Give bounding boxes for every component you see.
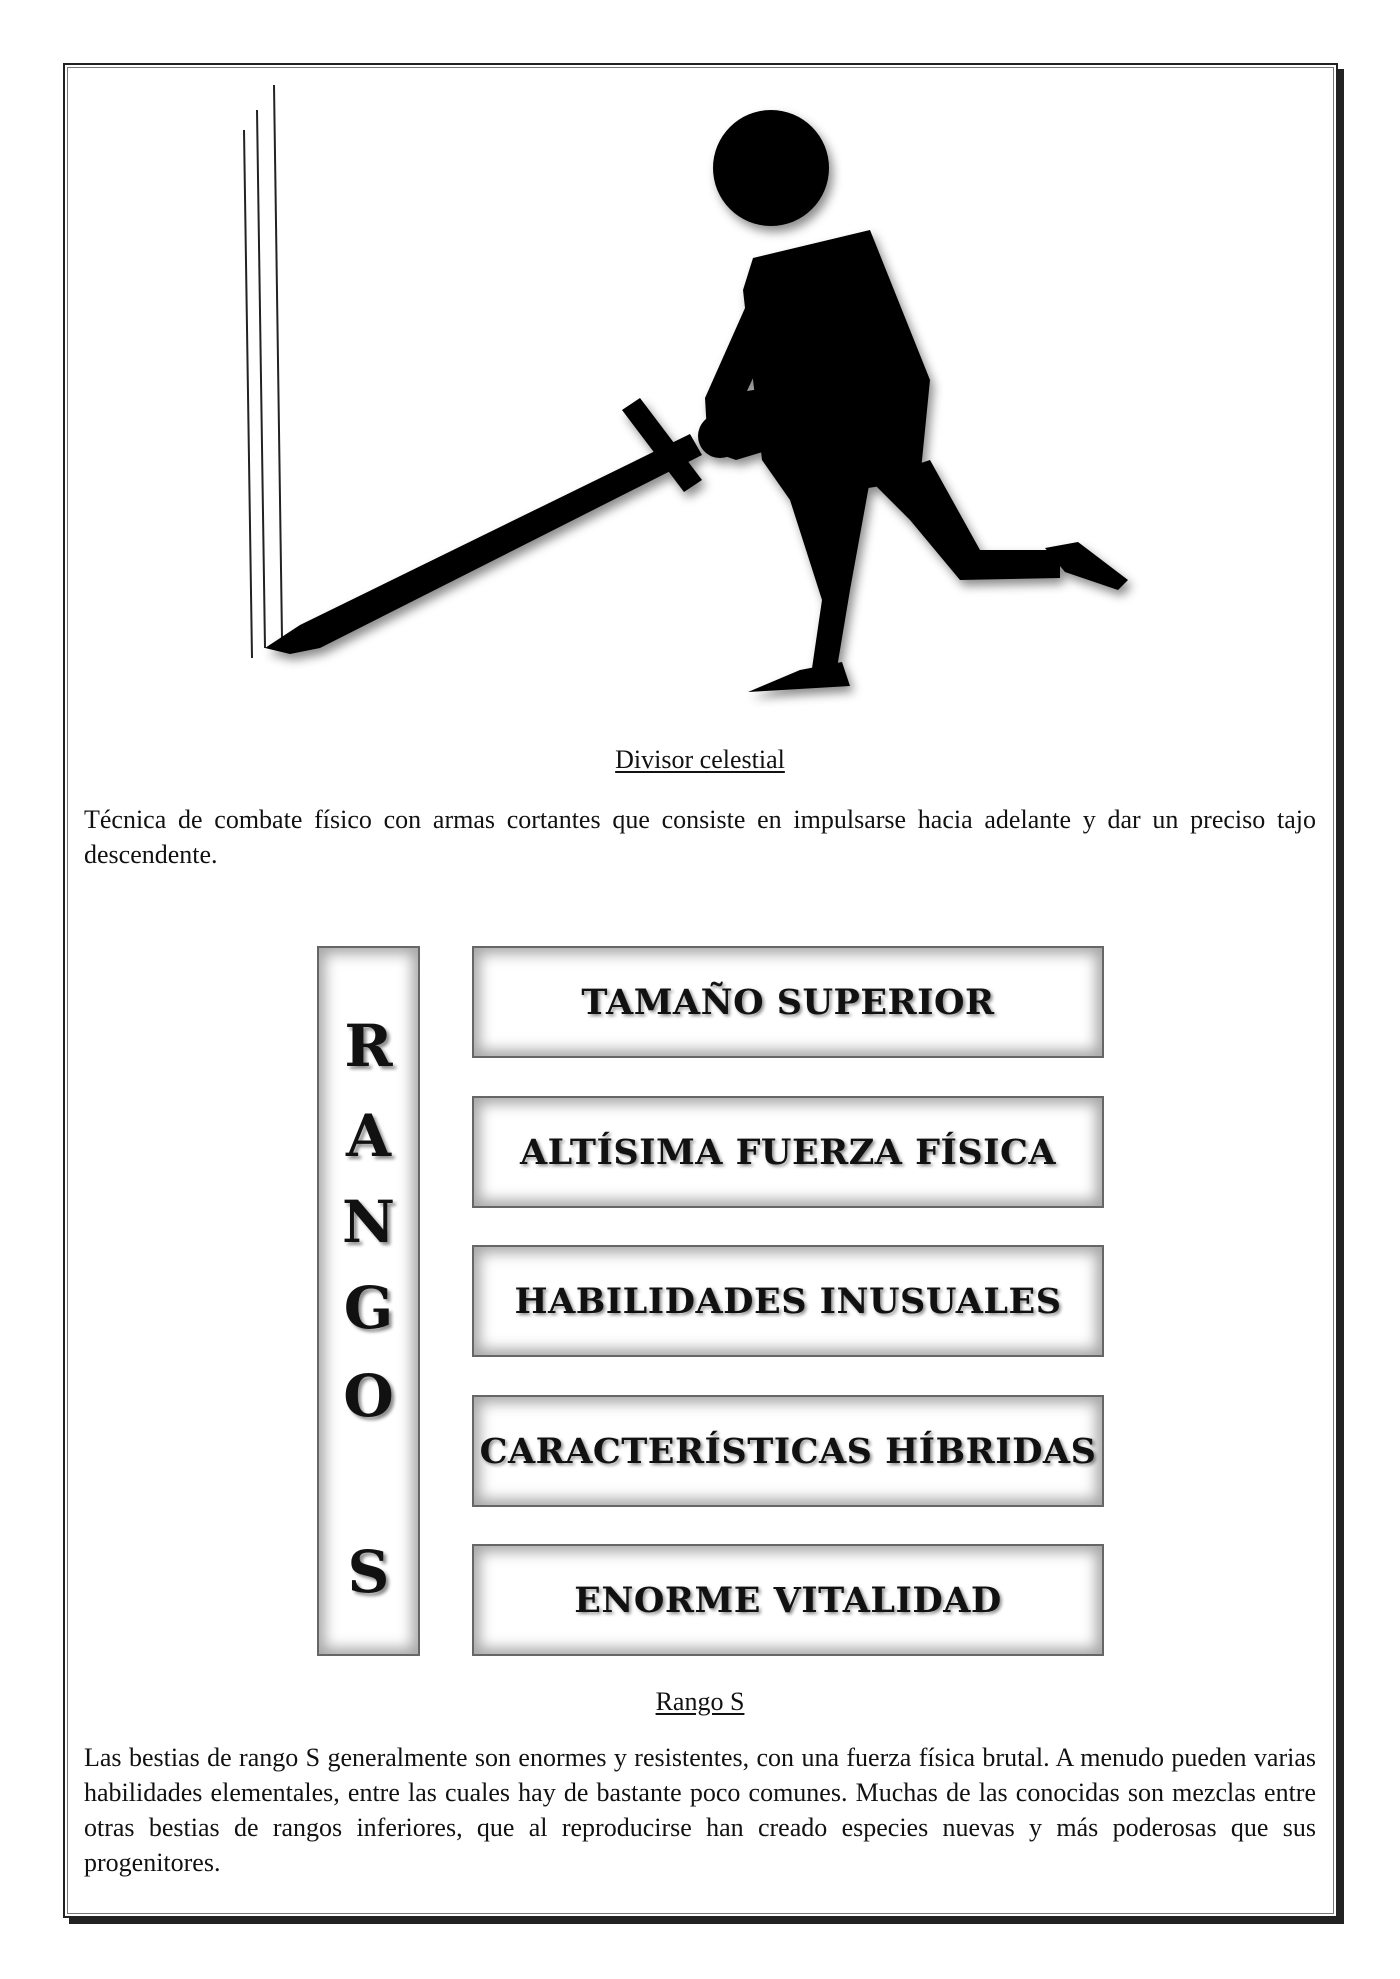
rank-letter: A: [345, 1102, 391, 1170]
rank-letters-column: [317, 946, 420, 1656]
rank-letter: R: [344, 1012, 393, 1080]
rank-letter: N: [341, 1188, 395, 1256]
rank-feature-label: ENORME VITALIDAD: [574, 1579, 1002, 1621]
figure-swinging-sword-icon: [230, 80, 1150, 720]
technique-caption: Divisor celestial: [615, 745, 785, 774]
rank-feature-box: [472, 1245, 1104, 1357]
technique-description: Técnica de combate físico con armas cortantes que consiste en impulsarse hacia adelante y dar un preciso tajo descendente.: [84, 805, 1316, 869]
rank-letter: S: [347, 1538, 390, 1606]
rank-letter: O: [343, 1362, 394, 1430]
rank-caption: Rango S: [655, 1687, 745, 1716]
rank-feature-box: [472, 946, 1104, 1058]
rank-feature-label: HABILIDADES INUSUALES: [514, 1280, 1062, 1322]
rank-feature-box: [472, 1395, 1104, 1507]
rank-feature-label: TAMAÑO SUPERIOR: [581, 981, 995, 1023]
rank-feature-box: [472, 1544, 1104, 1656]
rank-description: Las bestias de rango S generalmente son enormes y resistentes, con una fuerza física brutal. A menudo pueden varias habilidades elementales, entre las cuales hay de bastante poco comunes. Muchas de las conocidas son mezclas entre otras bestias de rangos inferiores, que al reproducirse han creado especies nuevas y más poderosas que sus progenitores.: [84, 1743, 1316, 1877]
rank-feature-label: CARACTERÍSTICAS HÍBRIDAS: [479, 1430, 1097, 1472]
rank-feature-label: ALTÍSIMA FUERZA FÍSICA: [520, 1131, 1056, 1173]
rank-feature-box: [472, 1096, 1104, 1208]
rank-letter: G: [343, 1274, 394, 1342]
